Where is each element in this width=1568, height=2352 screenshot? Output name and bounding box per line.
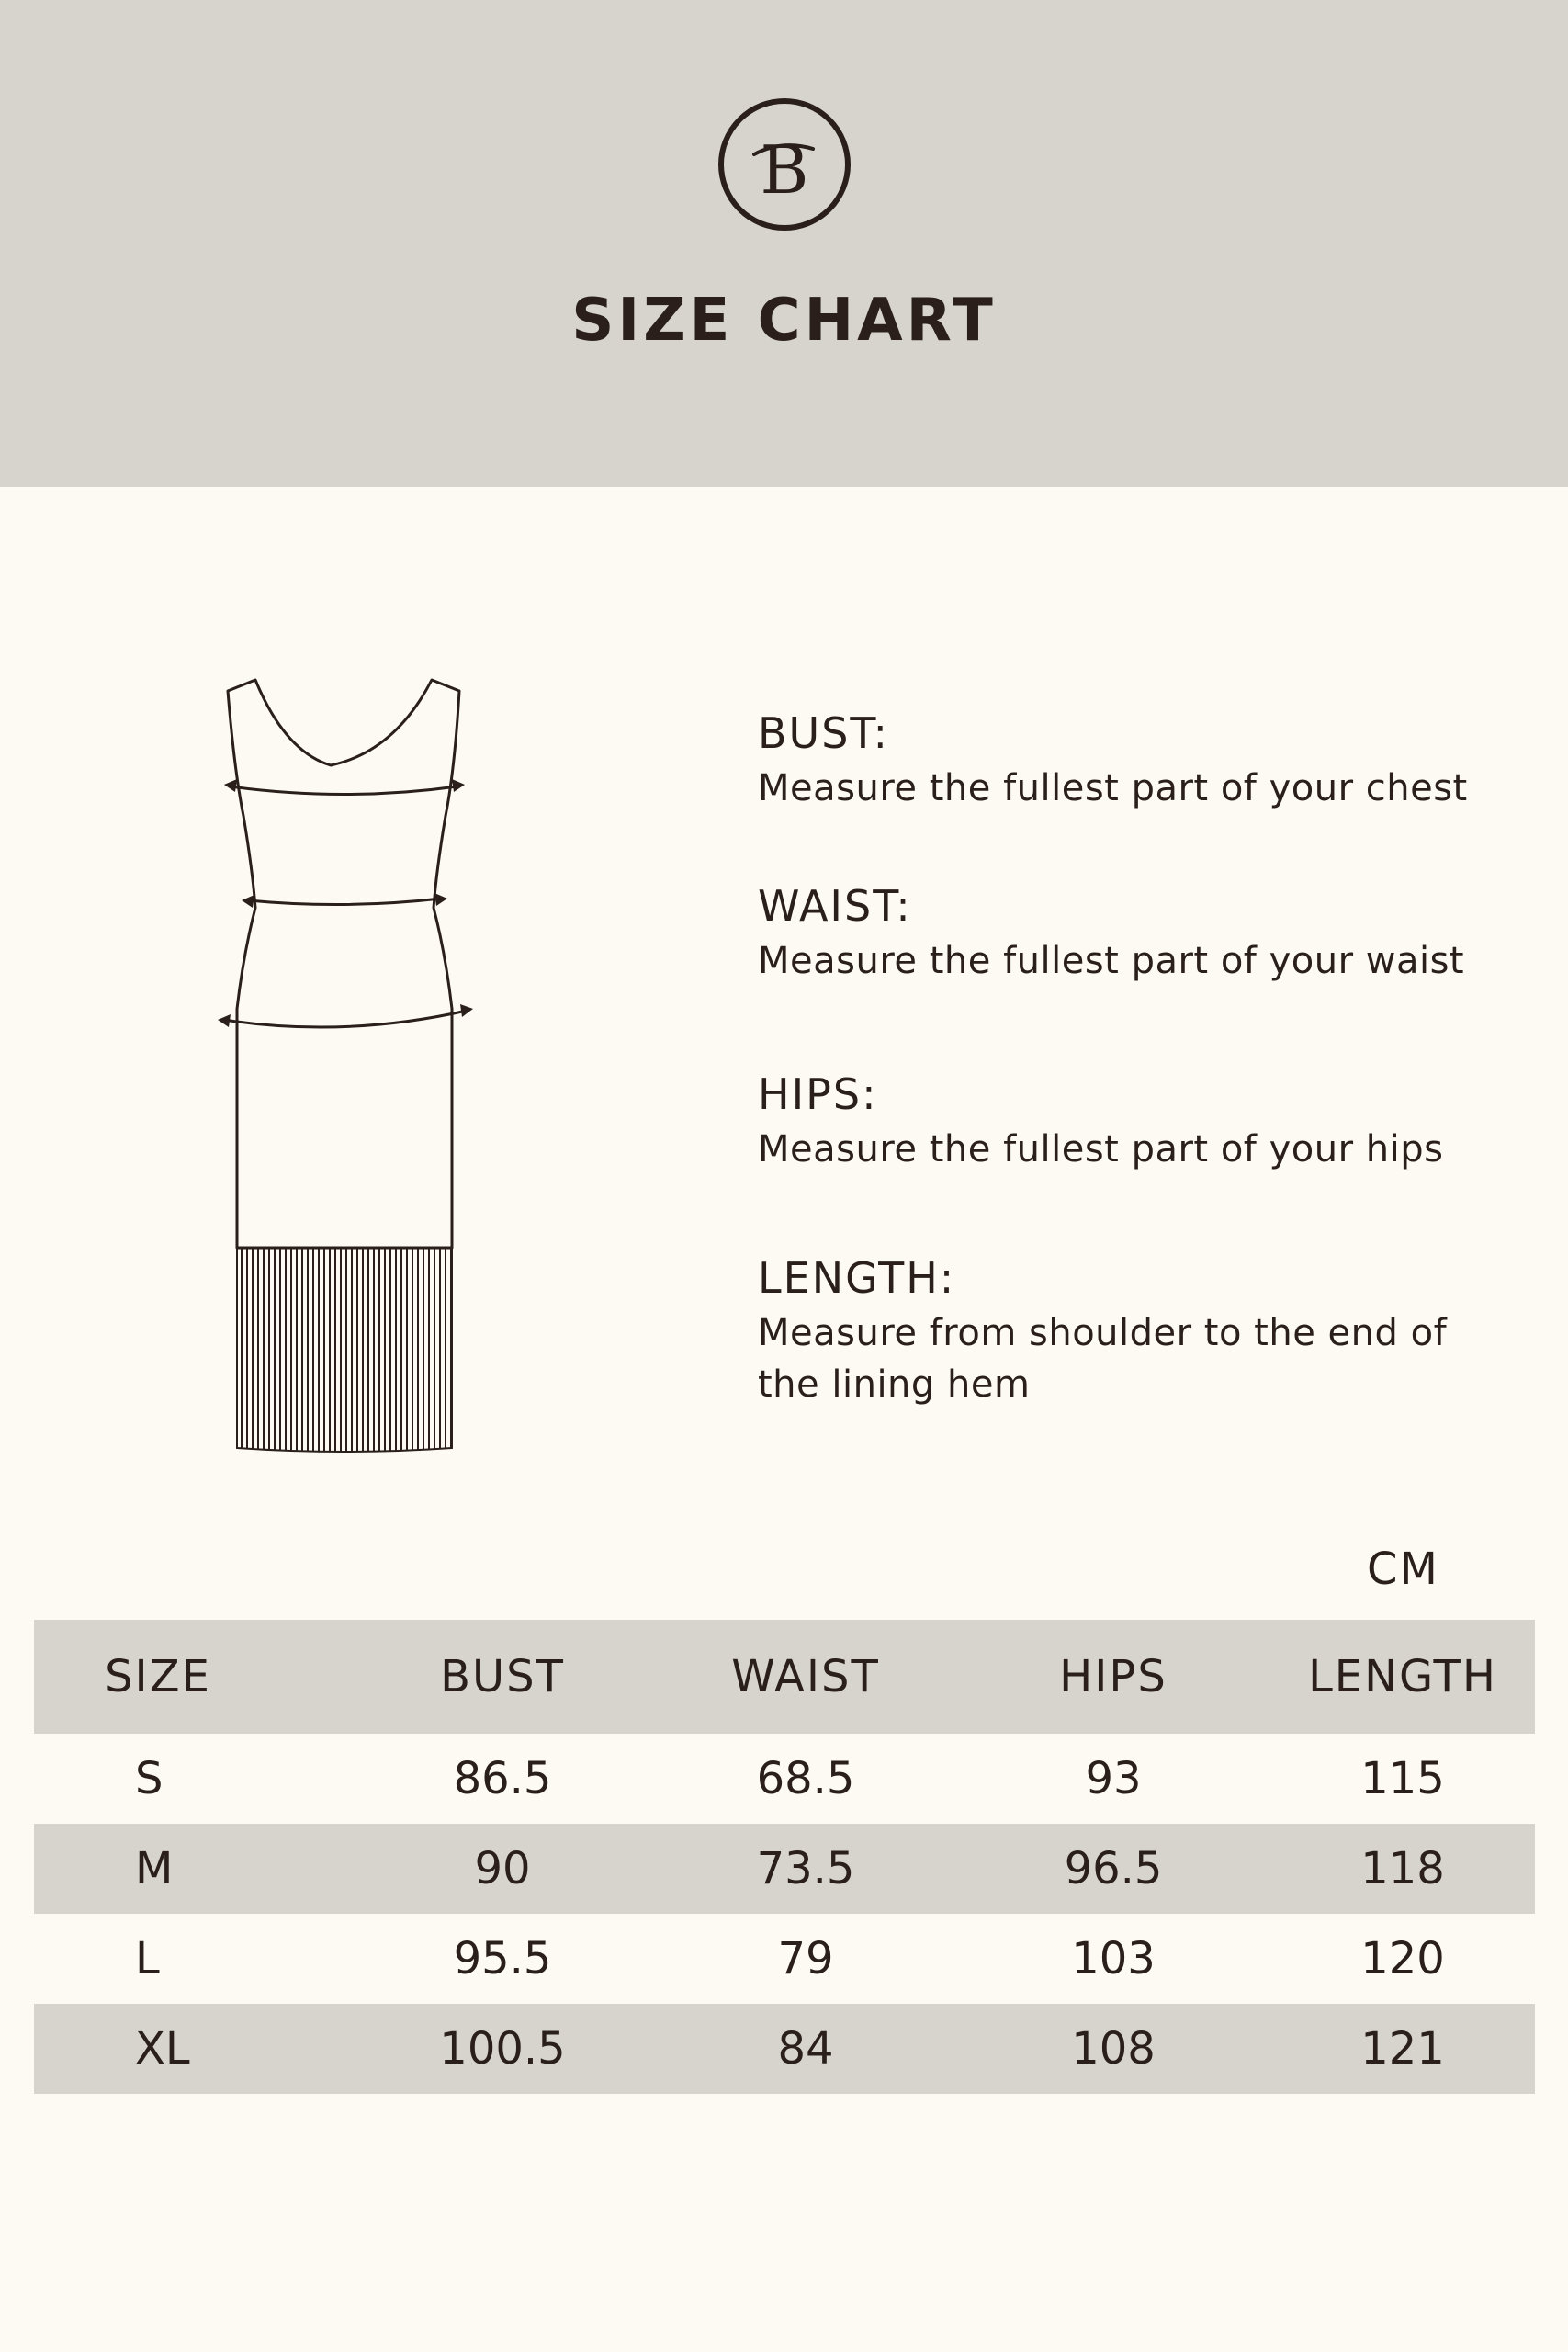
guide-length-desc-line2: the lining hem <box>758 1363 1031 1406</box>
bust-cell: 90 <box>474 1843 531 1894</box>
column-header-waist: WAIST <box>731 1651 880 1702</box>
hips-cell: 108 <box>1071 2023 1156 2075</box>
hips-cell: 96.5 <box>1064 1843 1163 1894</box>
guide-waist <box>758 880 1548 987</box>
dress-diagram <box>211 678 478 1459</box>
size-cell: M <box>135 1843 174 1894</box>
guide-length <box>758 1252 1548 1410</box>
size-table <box>34 1620 1535 2094</box>
unit-label: CM <box>1367 1544 1439 1595</box>
column-header-size: SIZE <box>105 1651 211 1702</box>
size-cell: XL <box>135 2023 190 2075</box>
length-cell: 118 <box>1360 1843 1445 1894</box>
size-cell: S <box>135 1753 164 1804</box>
guide-length-desc-line1: Measure from shoulder to the end of <box>758 1312 1448 1354</box>
column-header-length: LENGTH <box>1308 1651 1497 1702</box>
guide-hips-label: HIPS: <box>758 1069 878 1119</box>
column-header-bust: BUST <box>440 1651 565 1702</box>
guide-hips <box>758 1069 1548 1175</box>
bust-cell: 100.5 <box>439 2023 566 2075</box>
bust-cell: 95.5 <box>453 1933 552 1984</box>
logo-letter: B <box>760 131 809 209</box>
waist-cell: 84 <box>777 2023 834 2075</box>
waist-cell: 73.5 <box>756 1843 855 1894</box>
guide-bust-label: BUST: <box>758 708 889 758</box>
length-cell: 115 <box>1360 1753 1445 1804</box>
header-band <box>0 0 1568 487</box>
guide-waist-desc: Measure the fullest part of your waist <box>758 940 1465 982</box>
guide-length-label: LENGTH: <box>758 1253 956 1303</box>
guide-hips-desc: Measure the fullest part of your hips <box>758 1128 1444 1170</box>
hips-cell: 103 <box>1071 1933 1156 1984</box>
table-row <box>34 1734 1535 1824</box>
page-title: SIZE CHART <box>571 287 997 355</box>
waist-cell: 68.5 <box>756 1753 855 1804</box>
guide-bust-desc: Measure the fullest part of your chest <box>758 767 1468 809</box>
hips-cell: 93 <box>1085 1753 1142 1804</box>
length-cell: 121 <box>1360 2023 1445 2075</box>
bust-cell: 86.5 <box>453 1753 552 1804</box>
brand-logo <box>717 97 852 232</box>
guide-bust <box>758 707 1548 814</box>
table-row <box>34 1914 1535 2004</box>
column-header-hips: HIPS <box>1059 1651 1168 1702</box>
length-cell: 120 <box>1360 1933 1445 1984</box>
table-header-row <box>34 1620 1535 1734</box>
waist-cell: 79 <box>777 1933 834 1984</box>
size-cell: L <box>135 1933 160 1984</box>
table-row <box>34 2004 1535 2094</box>
guide-waist-label: WAIST: <box>758 881 912 931</box>
table-row <box>34 1824 1535 1914</box>
